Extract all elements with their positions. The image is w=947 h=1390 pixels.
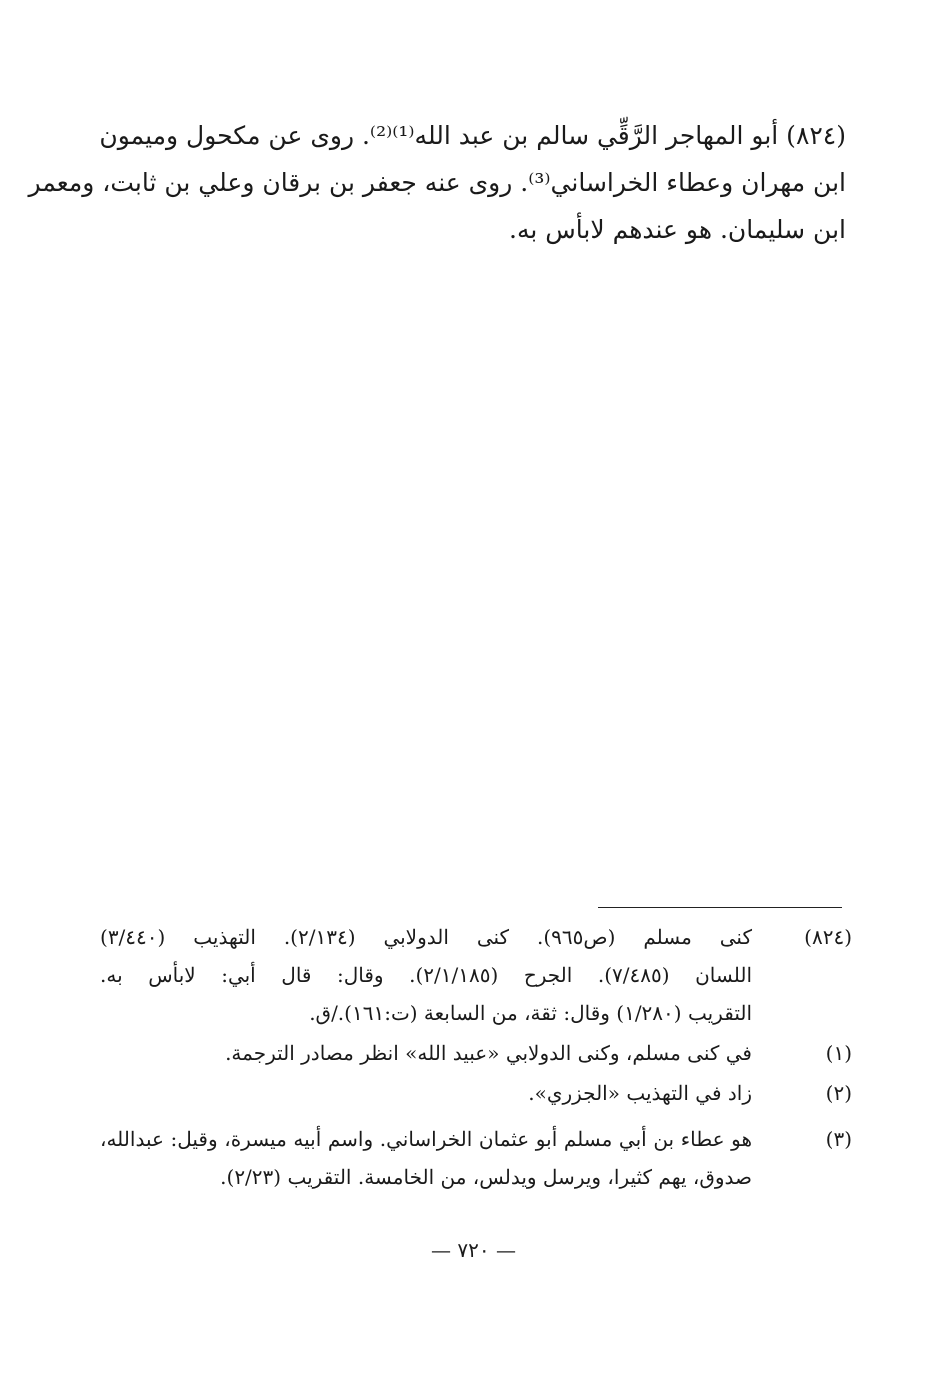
entry-line: ابن سليمان. هو عندهم لابأس به. [509,215,846,244]
footnote-marker: (٨٢٤) [804,925,852,949]
entry-line: (٨٢٤) أبو المهاجر الرَّقِّي سالم بن عبد الله⁽¹⁾⁽²⁾. روى عن مكحول وميمون [99,121,846,150]
footnote-3 [100,1120,852,1196]
footnotes [100,918,852,1198]
entry-line: ابن مهران وعطاء الخراساني⁽³⁾. روى عنه جعفر بن برقان وعلي بن ثابت، ومعمر [28,168,846,197]
footnote-body [100,1034,752,1072]
main-entry [28,112,846,253]
footnote-body [100,1120,752,1196]
footnote-824 [100,918,852,1032]
footnote-marker: (٣) [825,1127,852,1151]
footnote-marker: (٢) [825,1081,852,1105]
footnote-1 [100,1034,852,1072]
footnote-divider [598,907,842,908]
footnote-line: اللسان (٧/٤٨٥). الجرح (٢/١/١٨٥). وقال: قال أبي: لابأس به. [100,963,753,987]
footnote-line: التقريب (١/٢٨٠) وقال: ثقة، من السابعة (ت:١٦١)./ق. [309,1001,752,1025]
footnote-line: هو عطاء بن أبي مسلم أبو عثمان الخراساني. واسم أبيه ميسرة، وقيل: عبدالله، [100,1127,752,1151]
page-number: — ٧٢٠ — [431,1238,516,1262]
footnote-line: كنى مسلم (ص٩٦٥). كنى الدولابي (٢/١٣٤). التهذيب (٣/٤٤٠) [100,925,752,949]
footnote-line: زاد في التهذيب «الجزري». [528,1081,752,1105]
footnote-line: في كنى مسلم، وكنى الدولابي «عبيد الله» انظر مصادر الترجمة. [225,1041,752,1065]
footnote-body [100,1074,752,1112]
footnote-marker: (١) [825,1041,852,1065]
footnote-line: صدوق، يهم كثيرا، ويرسل ويدلس، من الخامسة. التقريب (٢/٢٣). [220,1165,752,1189]
footnote-body [100,918,752,1032]
footnote-2 [100,1074,852,1112]
